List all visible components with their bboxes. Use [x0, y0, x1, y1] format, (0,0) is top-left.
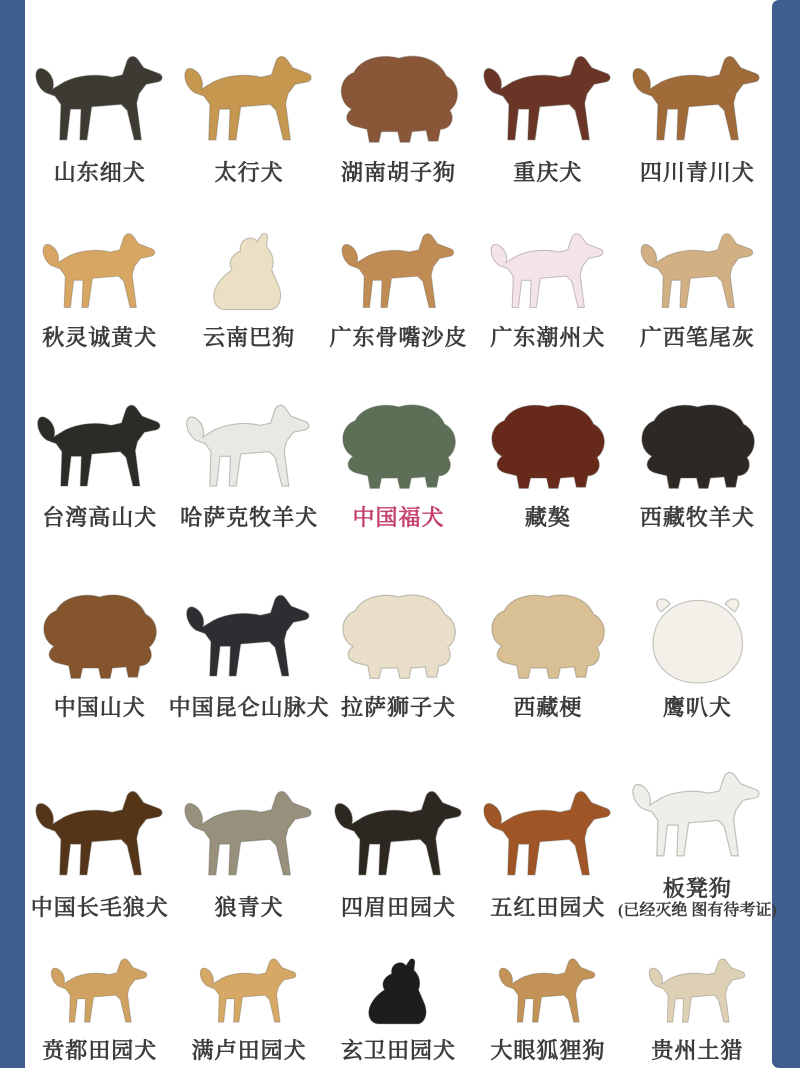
- dog-card: [623, 355, 772, 535]
- dog-extinct-note: (已经灭绝 图有待考证): [618, 901, 777, 919]
- dog-name-label: 中国昆仑山脉犬: [168, 694, 330, 720]
- dog-card: [174, 190, 323, 355]
- dog-name-label: 狼青犬: [214, 894, 284, 920]
- dog-card: [324, 8, 473, 190]
- dog-photo: [178, 785, 320, 891]
- dog-photo: [479, 589, 616, 692]
- grid-row: [25, 355, 772, 535]
- dog-name-label: 中国长毛狼犬: [30, 894, 169, 920]
- dog-card: [623, 535, 772, 725]
- dog-photo: [477, 50, 619, 156]
- dog-photo: [644, 954, 752, 1035]
- dog-name-label: 台湾高山犬: [42, 504, 158, 530]
- dog-photo: [195, 954, 303, 1035]
- dog-name-label: 中国福犬: [352, 504, 445, 530]
- dog-photo: [629, 399, 766, 502]
- dog-card: [473, 355, 622, 535]
- dog-card: [623, 190, 772, 355]
- dog-photo: [328, 785, 470, 891]
- dog-name-label: 大眼狐狸狗: [490, 1037, 606, 1063]
- dog-card: [324, 925, 473, 1068]
- dog-card: [473, 725, 622, 925]
- dog-name-label: 西藏牧羊犬: [639, 504, 755, 530]
- dog-photo: [328, 50, 470, 156]
- dog-photo: [180, 589, 317, 692]
- dog-name-label: 广东潮州犬: [490, 324, 606, 350]
- dog-name-label: 秋灵诚黄犬: [42, 324, 158, 350]
- dog-card: [324, 190, 473, 355]
- dog-name-label: 太行犬: [214, 159, 284, 185]
- dog-photo: [477, 785, 619, 891]
- dog-name-label: 藏獒: [524, 504, 571, 530]
- dog-photo: [345, 954, 453, 1035]
- dog-card: [25, 355, 174, 535]
- dog-name-label: 山东细犬: [53, 159, 146, 185]
- dog-photo: [29, 785, 171, 891]
- dog-card: [473, 535, 622, 725]
- dog-card: [174, 725, 323, 925]
- dog-card: [473, 8, 622, 190]
- dog-name-label: 拉萨狮子犬: [341, 694, 457, 720]
- dog-photo: [494, 954, 602, 1035]
- dog-photo: [485, 228, 611, 322]
- dog-name-label: 西藏梗: [513, 694, 583, 720]
- dog-name-label: 哈萨克牧羊犬: [180, 504, 319, 530]
- dog-card: [324, 355, 473, 535]
- dog-photo: [178, 50, 320, 156]
- dog-name-label: 中国山犬: [53, 694, 146, 720]
- dog-photo: [46, 954, 154, 1035]
- dog-photo: [479, 399, 616, 502]
- dog-photo: [626, 50, 768, 156]
- dog-name-label: 重庆犬: [513, 159, 583, 185]
- dog-name-label: 鹰叭犬: [662, 694, 732, 720]
- dog-photo: [31, 589, 168, 692]
- dog-name-label: 满卢田园犬: [191, 1037, 307, 1063]
- dog-card: [25, 535, 174, 725]
- dog-photo: [186, 228, 312, 322]
- dog-card: [174, 8, 323, 190]
- grid-row: [25, 0, 772, 190]
- dog-photo: [336, 228, 462, 322]
- dog-photo: [629, 589, 766, 692]
- grid-row: [25, 725, 777, 925]
- dog-photo: [37, 228, 163, 322]
- dog-grid: [25, 0, 777, 1068]
- dog-photo: [330, 399, 467, 502]
- dog-name-label: 玄卫田园犬: [341, 1037, 457, 1063]
- dog-card: [473, 925, 622, 1068]
- dog-name-label: 四川青川犬: [639, 159, 755, 185]
- dog-name-label: 广东骨嘴沙皮: [329, 324, 468, 350]
- dog-card: [324, 535, 473, 725]
- dog-name-label: 五红田园犬: [490, 894, 606, 920]
- dog-card: [25, 190, 174, 355]
- dog-name-label: 广西笔尾灰: [639, 324, 755, 350]
- dog-photo: [31, 399, 168, 502]
- dog-card: [25, 725, 174, 925]
- dog-card: [623, 8, 772, 190]
- dog-card: [473, 190, 622, 355]
- dog-name-label: 板凳狗: [662, 875, 732, 901]
- dog-name-label: 云南巴狗: [203, 324, 296, 350]
- dog-card: [623, 925, 772, 1068]
- dog-card: [25, 8, 174, 190]
- dog-name-label: 贲都田园犬: [42, 1037, 158, 1063]
- dog-card: [324, 725, 473, 925]
- dog-photo: [635, 228, 761, 322]
- dog-card: [168, 535, 330, 725]
- dog-card: [25, 925, 174, 1068]
- left-border-stripe: [0, 0, 25, 1068]
- dog-card: [174, 925, 323, 1068]
- dog-card: [618, 725, 777, 925]
- dog-name-label: 四眉田园犬: [341, 894, 457, 920]
- dog-photo: [330, 589, 467, 692]
- dog-card: [174, 355, 323, 535]
- grid-row: [25, 535, 772, 725]
- dog-name-label: 湖南胡子狗: [341, 159, 457, 185]
- dog-name-label: 贵州土猎: [651, 1037, 744, 1063]
- grid-row: [25, 925, 772, 1068]
- dog-photo: [180, 399, 317, 502]
- dog-photo: [29, 50, 171, 156]
- dog-photo: [626, 766, 768, 872]
- grid-row: [25, 190, 772, 355]
